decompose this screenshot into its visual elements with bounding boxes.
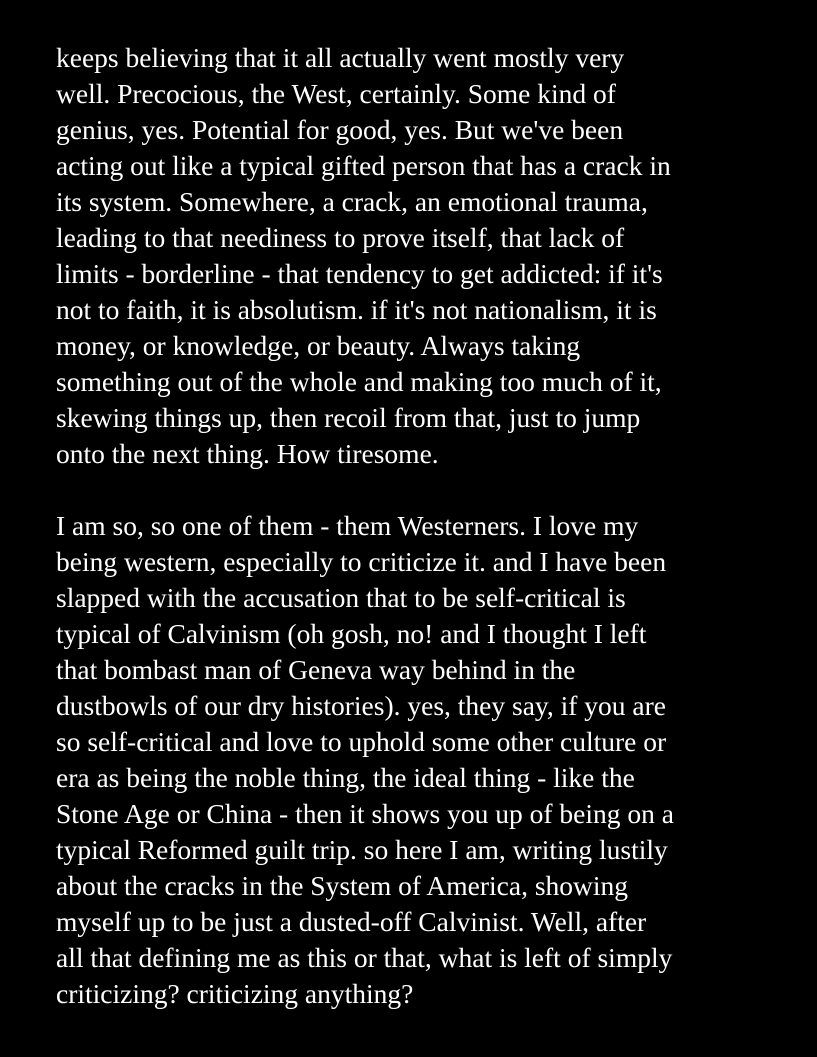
text-line: genius, yes. Potential for good, yes. But we've been: [56, 114, 624, 145]
text-line: all that defining me as this or that, what is left of simply: [56, 942, 673, 973]
text-line: being western, especially to criticize it. and I have been: [56, 546, 667, 577]
text-line: that bombast man of Geneva way behind in the: [56, 654, 576, 685]
text-line: limits - borderline - that tendency to get addicted: if it's: [56, 258, 663, 289]
text-line: typical of Calvinism (oh gosh, no! and I thought I left: [56, 618, 647, 649]
text-line: acting out like a typical gifted person that has a crack in: [56, 150, 671, 181]
paragraph-1: [56, 40, 796, 472]
text-line: about the cracks in the System of America, showing: [56, 870, 629, 901]
text-line: dustbowls of our dry histories). yes, they say, if you are: [56, 690, 666, 721]
text-line: onto the next thing. How tiresome.: [56, 438, 439, 469]
text-line: myself up to be just a dusted-off Calvinist. Well, after: [56, 906, 647, 937]
text-line: leading to that neediness to prove itself, that lack of: [56, 222, 625, 253]
text-line: I am so, so one of them - them Westerners. I love my: [56, 510, 639, 541]
text-line: era as being the noble thing, the ideal thing - like the: [56, 762, 635, 793]
text-line: its system. Somewhere, a crack, an emotional trauma,: [56, 186, 648, 217]
text-line: slapped with the accusation that to be self-critical is: [56, 582, 626, 613]
text-line: not to faith, it is absolutism. if it's not nationalism, it is: [56, 294, 657, 325]
text-line: criticizing? criticizing anything?: [56, 978, 414, 1009]
text-line: keeps believing that it all actually went mostly very: [56, 42, 625, 73]
paragraph-2: [56, 508, 796, 1012]
text-line: money, or knowledge, or beauty. Always taking: [56, 330, 581, 361]
text-line: well. Precocious, the West, certainly. Some kind of: [56, 78, 616, 109]
text-line: skewing things up, then recoil from that, just to jump: [56, 402, 641, 433]
text-line: typical Reformed guilt trip. so here I am, writing lustily: [56, 834, 668, 865]
text-line: so self-critical and love to uphold some other culture or: [56, 726, 667, 757]
paragraph-gap: [56, 472, 796, 508]
text-line: Stone Age or China - then it shows you up of being on a: [56, 798, 674, 829]
text-line: something out of the whole and making too much of it,: [56, 366, 662, 397]
body-text: [56, 40, 796, 1012]
